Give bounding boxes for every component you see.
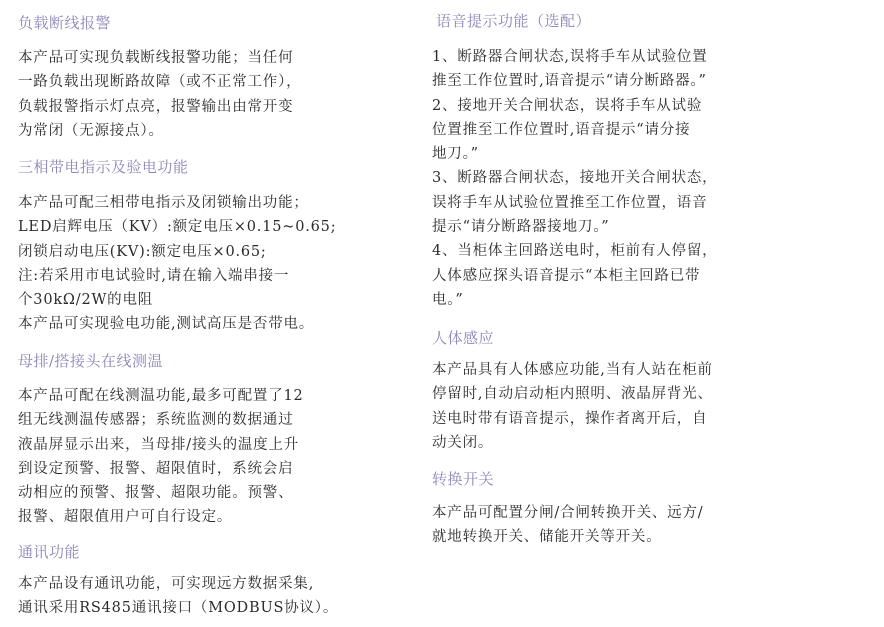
text-line: 液晶屏显示出来，当母排/接头的温度上升 — [18, 436, 300, 453]
section-title-load-break-alarm: 负载断线报警 — [18, 14, 112, 32]
text-line: 本产品可配三相带电指示及闭锁输出功能； — [18, 195, 309, 211]
text-line: 组无线测温传感器；系统监测的数据通过 — [18, 412, 294, 429]
text-line: 就地转换开关、储能开关等开关。 — [432, 529, 662, 546]
text-line: 地刀。” — [432, 146, 479, 163]
text-line: 本产品可配置分闸/合闸转换开关、远方/ — [432, 505, 704, 521]
section-body-communication — [18, 572, 338, 621]
text-line: 电。” — [432, 291, 464, 308]
text-line: 闭锁启动电压(KV):额定电压×0.65; — [18, 243, 267, 260]
text-line: LED启辉电压（KV）:额定电压×0.15~0.65; — [18, 219, 337, 236]
text-line: 本产品可实现负载断线报警功能；当任何 — [18, 50, 294, 66]
text-line: 个30kΩ/2W的电阻 — [18, 292, 154, 309]
section-title-live-indicator: 三相带电指示及验电功能 — [18, 158, 189, 176]
section-body-online-temperature — [18, 384, 304, 530]
text-line: 本产品可实现验电功能,测试高压是否带电。 — [18, 316, 315, 333]
text-line: 提示“请分断路器接地刀。” — [432, 219, 610, 236]
text-line: 本产品设有通讯功能，可实现远方数据采集, — [18, 576, 315, 592]
text-line: 为常闭（无源接点）。 — [18, 122, 164, 139]
section-title-voice-prompt: 语音提示功能（选配） — [436, 12, 592, 30]
text-line: 3、断路器合闸状态，接地开关合闸状态， — [432, 170, 718, 187]
section-title-transfer-switch: 转换开关 — [432, 470, 495, 488]
section-body-human-sensing — [432, 358, 713, 455]
text-line: 1、断路器合闸状态,误将手车从试验位置 — [432, 49, 708, 65]
text-line: 动关闭。 — [432, 434, 494, 451]
text-line: 推至工作位置时,语音提示“请分断路器。” — [432, 73, 707, 90]
text-line: 到设定预警、报警、超限值时，系统会启 — [18, 460, 294, 477]
text-line: 送电时带有语音提示，操作者离开后，自 — [432, 410, 708, 427]
text-line: 一路负载出现断路故障（或不正常工作）， — [18, 74, 302, 91]
text-line: 报警、超限值用户可自行设定。 — [18, 509, 233, 526]
section-title-human-sensing: 人体感应 — [432, 329, 495, 347]
section-title-communication: 通讯功能 — [18, 543, 81, 561]
text-line: 通讯采用RS485通讯接口（MODBUS协议）。 — [18, 600, 339, 617]
text-line: 误将手车从试验位置推至工作位置，语音 — [432, 194, 708, 211]
text-line: 负载报警指示灯点亮，报警输出由常开变 — [18, 98, 294, 115]
text-line: 停留时,自动启动柜内照明、液晶屏背光、 — [432, 386, 713, 403]
section-body-transfer-switch — [432, 501, 703, 550]
section-body-load-break-alarm — [18, 46, 301, 143]
section-title-online-temperature: 母排/搭接头在线测温 — [18, 352, 164, 370]
text-line: 本产品可配在线测温功能,最多可配置了12 — [18, 388, 304, 404]
text-line: 注:若采用市电试验时,请在输入端串接一 — [18, 267, 290, 284]
text-line: 位置推至工作位置时,语音提示“请分接 — [432, 121, 691, 138]
text-line: 2、接地开关合闸状态，误将手车从试验 — [432, 97, 703, 114]
text-line: 4、当柜体主回路送电时，柜前有人停留， — [432, 243, 718, 260]
section-body-voice-prompt — [432, 45, 717, 312]
text-line: 动相应的预警、报警、超限功能。预警、 — [18, 485, 294, 502]
section-body-live-indicator — [18, 191, 336, 337]
text-line: 人体感应探头语音提示“本柜主回路已带 — [432, 267, 701, 284]
text-line: 本产品具有人体感应功能,当有人站在柜前 — [432, 362, 713, 378]
